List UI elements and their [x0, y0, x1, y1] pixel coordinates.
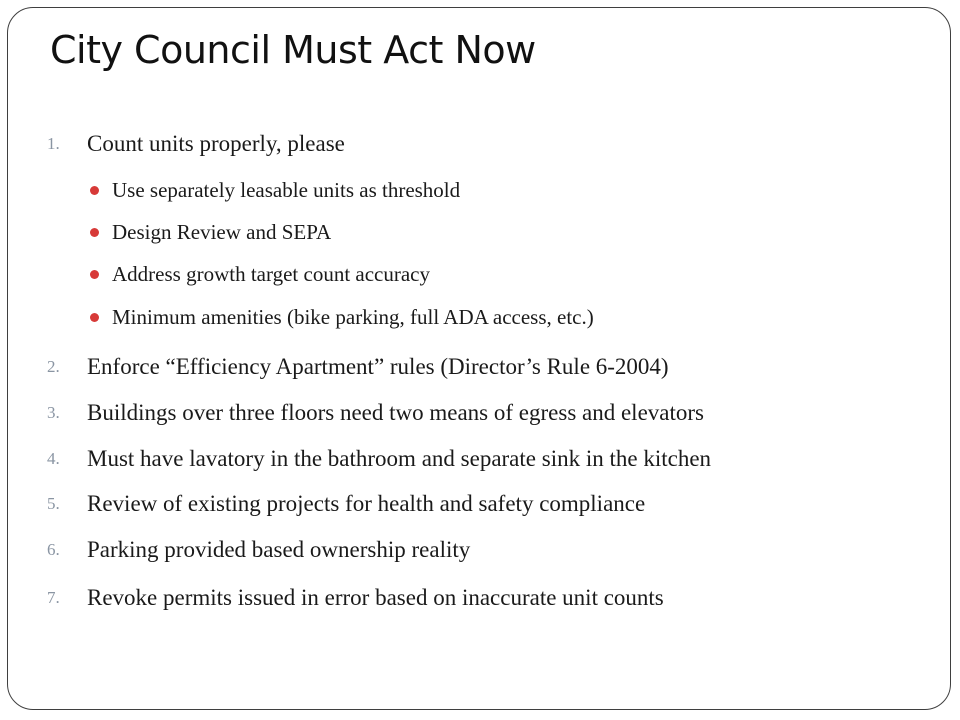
sub-list-item-3 [0, 259, 940, 289]
sub-list-item-text: Minimum amenities (bike parking, full ADA access, etc.) [112, 305, 594, 329]
list-item-5 [0, 489, 940, 519]
slide-title: City Council Must Act Now [50, 28, 536, 72]
sub-list-item-2 [0, 217, 940, 247]
sub-list-item-text: Address growth target count accuracy [112, 262, 430, 286]
list-item-text: Parking provided based ownership reality [87, 537, 471, 562]
list-item-4 [0, 444, 940, 474]
list-number: 1. [47, 134, 60, 153]
bullet-icon [90, 270, 99, 279]
list-number: 6. [47, 540, 60, 559]
list-item-text: Buildings over three floors need two means of egress and elevators [87, 400, 704, 425]
bullet-icon [90, 313, 99, 322]
list-item-6 [0, 535, 940, 565]
bullet-icon [90, 228, 99, 237]
list-item-3 [0, 398, 940, 428]
list-item-text: Enforce “Efficiency Apartment” rules (Director’s Rule 6-2004) [87, 354, 669, 379]
sub-list-item-text: Use separately leasable units as threshold [112, 178, 461, 202]
sub-list-item-4 [0, 302, 940, 332]
list-number: 3. [47, 403, 60, 422]
list-item-7 [0, 583, 940, 613]
list-number: 5. [47, 494, 60, 513]
list-item-text: Must have lavatory in the bathroom and separate sink in the kitchen [87, 446, 712, 471]
bullet-icon [90, 186, 99, 195]
sub-list-item-1 [0, 175, 940, 205]
list-number: 2. [47, 357, 60, 376]
list-item-1 [0, 129, 940, 159]
list-number: 4. [47, 449, 60, 468]
list-item-text: Revoke permits issued in error based on inaccurate unit counts [87, 585, 664, 610]
list-item-text: Review of existing projects for health and safety compliance [87, 491, 646, 516]
list-number: 7. [47, 588, 60, 607]
list-item-text: Count units properly, please [87, 131, 345, 156]
list-item-2 [0, 352, 940, 382]
sub-list-item-text: Design Review and SEPA [112, 220, 332, 244]
